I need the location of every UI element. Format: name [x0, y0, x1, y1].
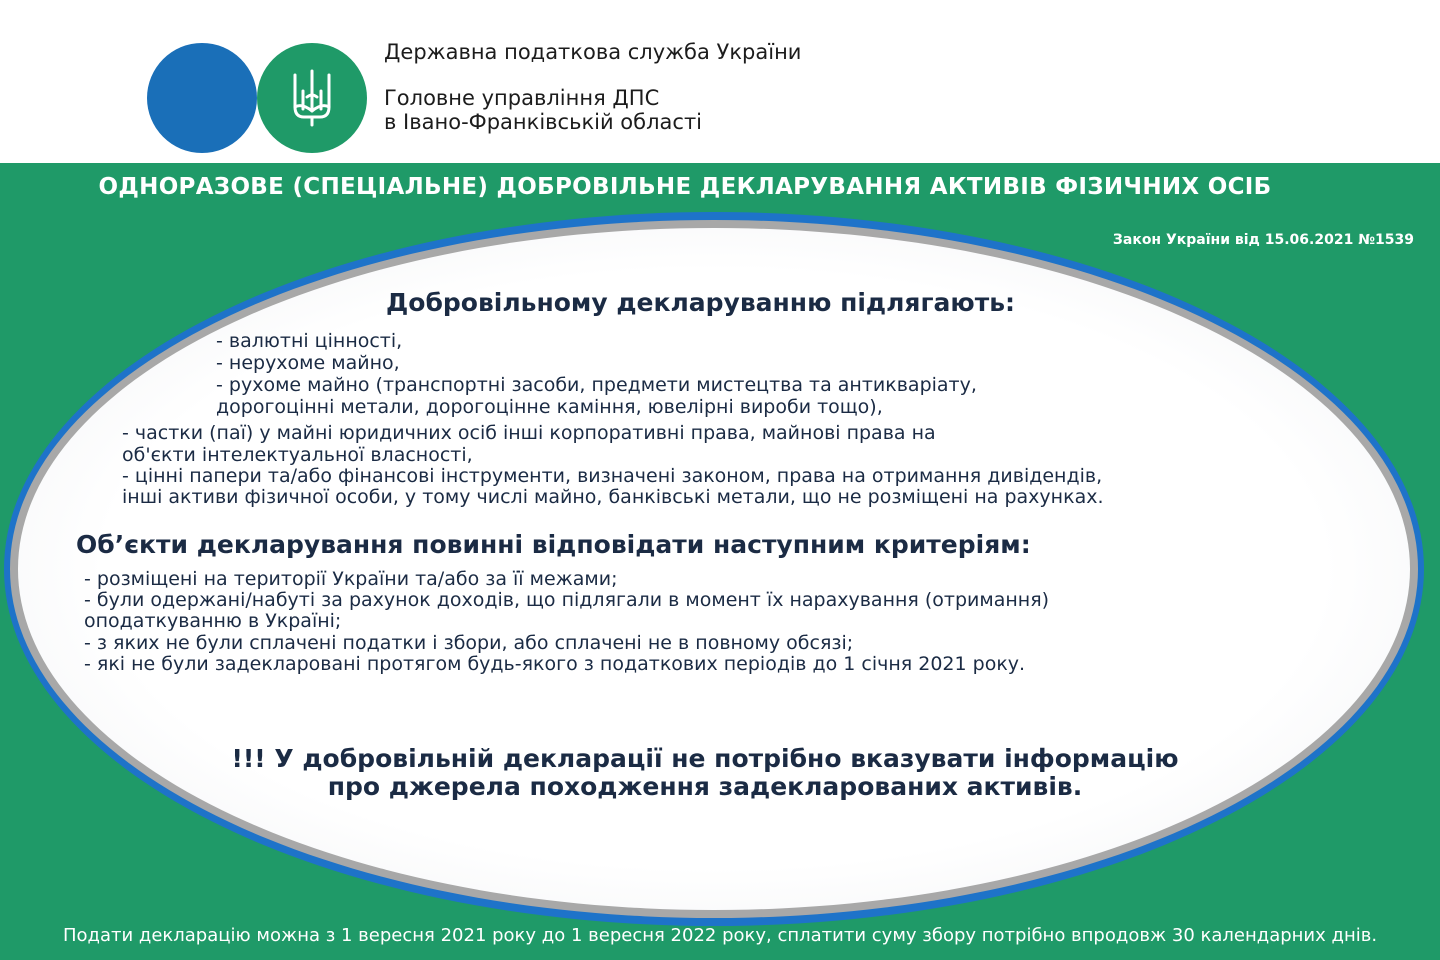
section2-item: - з яких не були сплачені податки і збори, або сплачені не в повному обсязі; — [84, 632, 854, 654]
section1-item: дорогоцінні метали, дорогоцінне каміння, ювелірні вироби тощо), — [216, 396, 883, 418]
important-note-line1: !!! У добровільній декларації не потрібно вказувати інформацію — [231, 744, 1179, 773]
section1-item: - нерухоме майно, — [216, 352, 400, 374]
section2-item: оподаткуванню в Україні; — [84, 610, 342, 632]
trident-icon — [290, 67, 334, 129]
section1-item: - рухоме майно (транспортні засоби, предмети мистецтва та антикваріату, — [216, 374, 977, 396]
section2-heading: Об’єкти декларування повинні відповідати наступним критеріям: — [76, 530, 1031, 559]
law-reference: Закон України від 15.06.2021 №1539 — [1112, 232, 1414, 248]
section1-item: - частки (паї) у майні юридичних осіб інші корпоративні права, майнові права на — [122, 422, 936, 444]
section2-item: - були одержані/набуті за рахунок доходів, що підлягали в момент їх нарахування (отримання) — [84, 589, 1050, 611]
important-note-line2: про джерела походження задекларованих активів. — [327, 772, 1083, 801]
section2-item: - які не були задекларовані протягом будь-якого з податкових періодів до 1 січня 2021 року. — [84, 653, 1026, 675]
logo-blue-circle — [147, 43, 257, 153]
section1-item: - валютні цінності, — [216, 330, 403, 352]
section1-item: інші активи фізичної особи, у тому числі майно, банківські метали, що не розміщені на рахунках. — [122, 486, 1104, 508]
section1-item: - цінні папери та/або фінансові інструменти, визначені законом, права на отримання дивідендів, — [122, 465, 1103, 487]
section2-item: - розміщені на території України та/або за її межами; — [84, 568, 618, 590]
org-department: Головне управління ДПС — [384, 86, 660, 110]
header — [0, 0, 1440, 163]
section1-heading: Добровільному декларуванню підлягають: — [386, 288, 1016, 317]
org-name: Державна податкова служба України — [384, 40, 802, 64]
logo-green-circle — [257, 43, 367, 153]
section1-item: об'єкти інтелектуальної власності, — [122, 444, 473, 466]
footer-deadline: Подати декларацію можна з 1 вересня 2021 року до 1 вересня 2022 року, сплатити суму збору потрібно впродовж 30 календарних днів. — [62, 925, 1378, 946]
org-region: в Івано-Франківській області — [384, 110, 703, 134]
page-title: ОДНОРАЗОВЕ (СПЕЦІАЛЬНЕ) ДОБРОВІЛЬНЕ ДЕКЛАРУВАННЯ АКТИВІВ ФІЗИЧНИХ ОСІБ — [98, 174, 1272, 200]
